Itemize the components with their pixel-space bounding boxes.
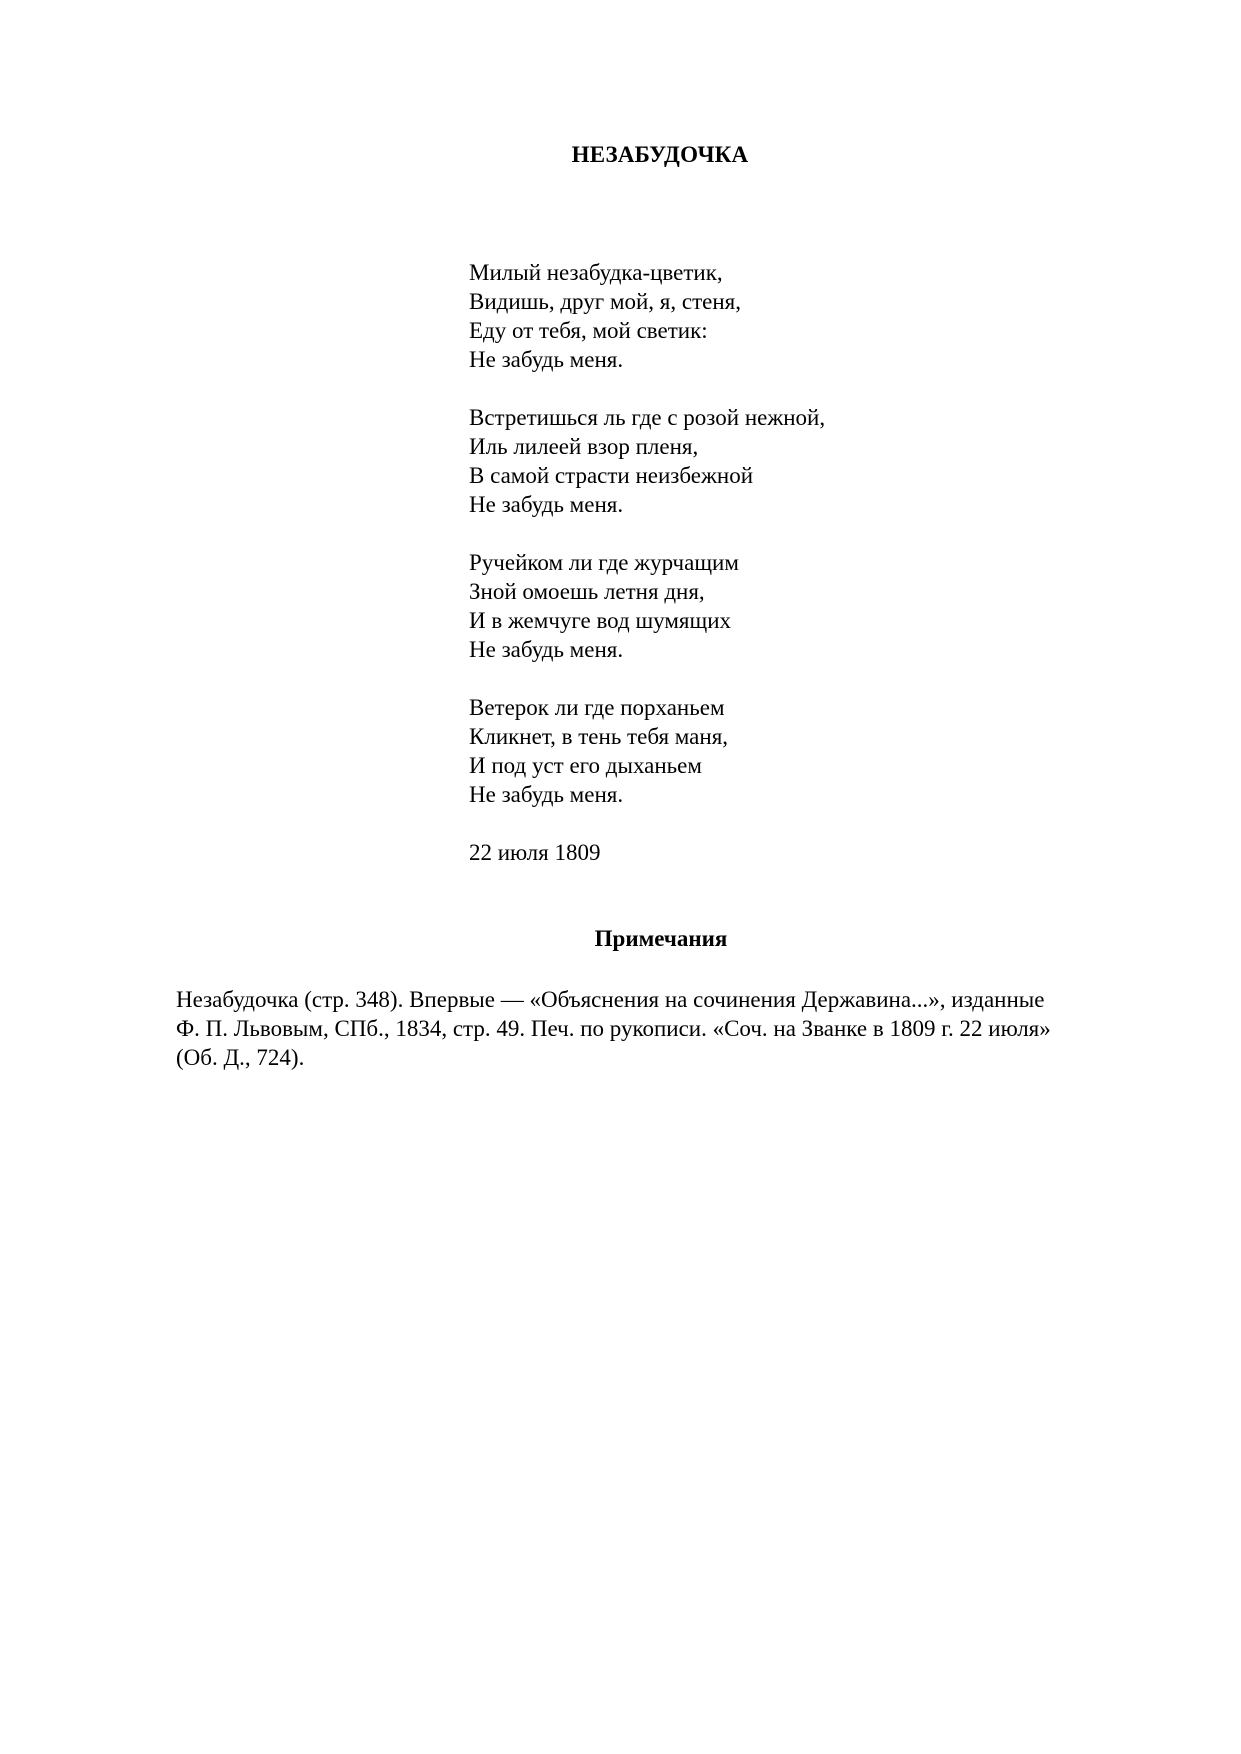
poem-line: Не забудь меня. — [469, 492, 624, 517]
poem-line: Не забудь меня. — [469, 782, 624, 807]
poem-line: Еду от тебя, мой светик: — [469, 318, 708, 343]
poem-body — [469, 258, 825, 867]
poem-line: Ручейком ли где журчащим — [469, 550, 739, 575]
stanza-3 — [469, 548, 825, 664]
poem-line: Иль лилеей взор пленя, — [469, 434, 699, 459]
notes-line: Ф. П. Львовым, СПб., 1834, стр. 49. Печ. по рукописи. «Соч. на Званке в 1809 г. 22 июля» — [176, 1016, 1051, 1041]
poem-date: 22 июля 1809 — [469, 840, 601, 865]
poem-line: Зной омоешь летня дня, — [469, 579, 705, 604]
poem-line: Видишь, друг мой, я, стеня, — [469, 289, 741, 314]
poem-line: Не забудь меня. — [469, 347, 624, 372]
stanza-2 — [469, 403, 825, 519]
notes-heading: Примечания — [594, 926, 728, 951]
poem-title: НЕЗАБУДОЧКА — [571, 142, 749, 167]
notes-paragraph — [176, 985, 1136, 1072]
poem-line: Встретишься ль где с розой нежной, — [469, 405, 826, 430]
poem-line: Ветерок ли где порханьем — [469, 695, 725, 720]
notes-line: Незабудочка (стр. 348). Впервые — «Объяснения на сочинения Державина...», изданные — [176, 987, 1045, 1012]
poem-line: В самой страсти неизбежной — [469, 463, 753, 488]
poem-line: Не забудь меня. — [469, 637, 624, 662]
poem-line: Кликнет, в тень тебя маня, — [469, 724, 729, 749]
notes-line: (Об. Д., 724). — [176, 1045, 305, 1070]
poem-line: И в жемчуге вод шумящих — [469, 608, 732, 633]
poem-line: И под уст его дыханьем — [469, 753, 702, 778]
stanza-1 — [469, 258, 825, 374]
stanza-4 — [469, 693, 825, 809]
poem-line: Милый незабудка-цветик, — [469, 260, 723, 285]
